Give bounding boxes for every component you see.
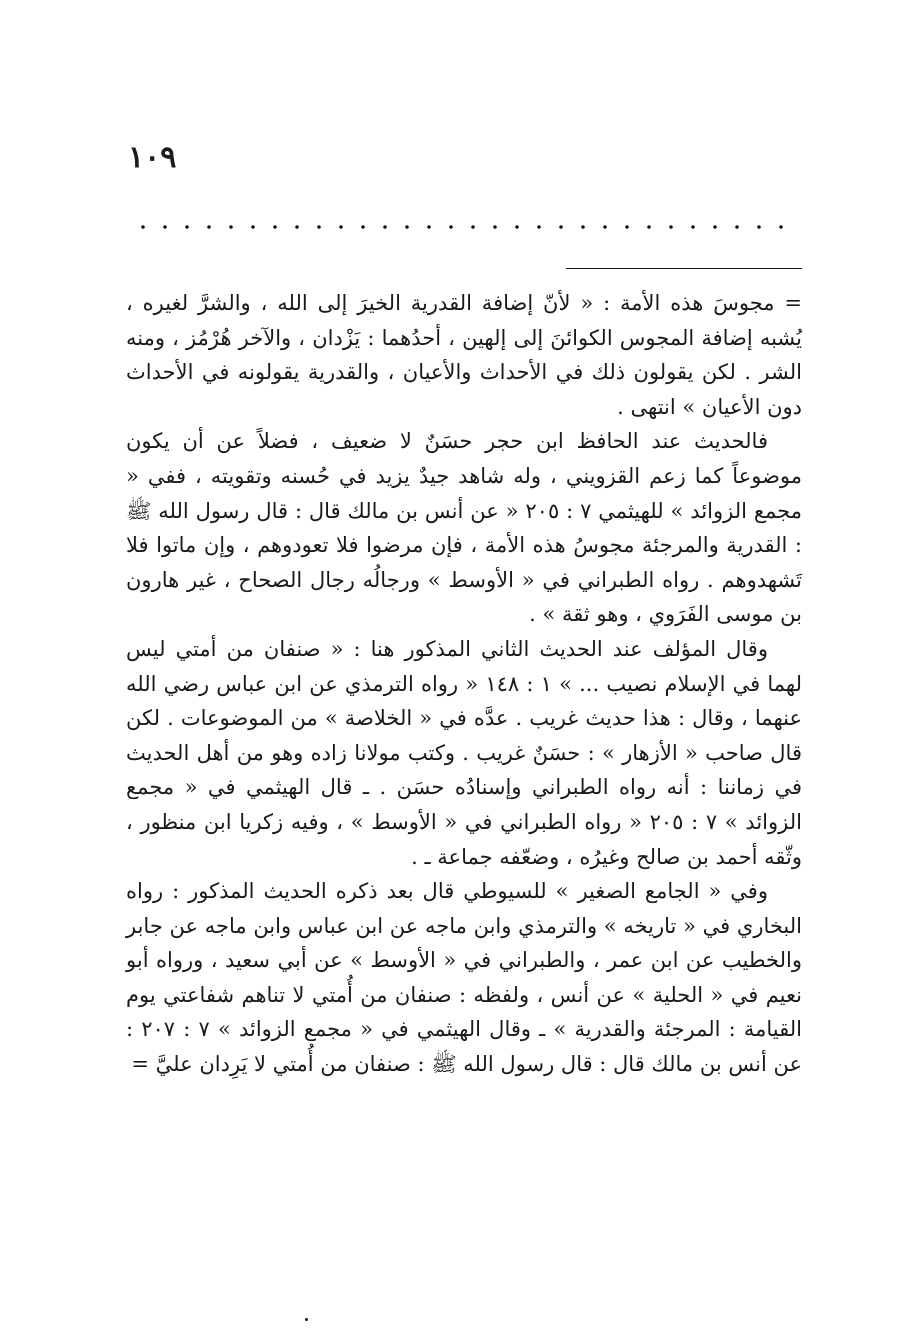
dotted-separator [132,222,792,232]
paragraph-hafiz-ibn-hajar: فالحديث عند الحافظ ابن حجر حسَنٌ لا ضعيف ، فضلاً عن أن يكون موضوعاً كما زعم القزويني ، وله شاهد جيدٌ يزيد في حُسنه وتقويته ، ففي « مجمع الزوائد » للهيثمي ٧ : ٢٠٥ « عن أنس بن مالك قال : قال رسول الله ﷺ : القدرية والمرجئة مجوسُ هذه الأمة ، فإن مرضوا فلا تعودوهم ، وإن ماتوا فلا تَشهدوهم . رواه الطبراني في « الأوسط » ورجالُه رجال الصحاح ، غير هارون بن موسى الفَرَوي ، وهو ثقة » . [126,429,802,627]
paragraph-continuation: = مجوسَ هذه الأمة : « لأنّ إضافة القدرية الخيرَ إلى الله ، والشرَّ لغيره ، يُشبه إضافة المجوس الكوائنَ إلى إلهين ، أحدُهما : يَزْدان ، والآخر هُرْمُز ، ومنه الشر . لكن يقولون ذلك في الأحداث والأعيان ، والقدرية يقولونه في الأحداث دون الأعيان » انتهى . [126,291,802,419]
page-number: ١٠٩ [128,140,177,175]
footnote-rule [566,268,802,269]
paragraph-author-second-hadith: وقال المؤلف عند الحديث الثاني المذكور هنا : « صنفان من أمتي ليس لهما في الإسلام نصيب ... » ١ : ١٤٨ « رواه الترمذي عن ابن عباس رضي الله عنهما ، وقال : هذا حديث غريب . عدَّه في « الخلاصة » من الموضوعات . لكن قال صاحب « الأزهار » : حسَنٌ غريب . وكتب مولانا زاده وهو من أهل الحديث في زماننا : أنه رواه الطبراني وإسنادُه حسَن . ـ قال الهيثمي في « مجمع الزوائد » ٧ : ٢٠٥ « رواه الطبراني في « الأوسط » ، وفيه زكريا ابن منظور ، وثّقه أحمد بن صالح وغيرُه ، وضعّفه جماعة ـ . [126,636,802,869]
footnote-text [126,286,802,1082]
scan-speck [305,1318,308,1321]
paragraph-jami-saghir: وفي « الجامع الصغير » للسيوطي قال بعد ذكره الحديث المذكور : رواه البخاري في « تاريخه » والترمذي وابن ماجه عن ابن عباس وابن ماجه عن جابر والخطيب عن ابن عمر ، والطبراني في « الأوسط » عن أبي سعيد ، ورواه أبو نعيم في « الحلية » عن أنس ، ولفظه : صنفان من أُمتي لا تناهم شفاعتي يوم القيامة : المرجئة والقدرية » ـ وقال الهيثمي في « مجمع الزوائد » ٧ : ٢٠٧ : عن أنس بن مالك قال : قال رسول الله ﷺ : صنفان من أُمتي لا يَرِدان عليَّ = [126,879,802,1077]
